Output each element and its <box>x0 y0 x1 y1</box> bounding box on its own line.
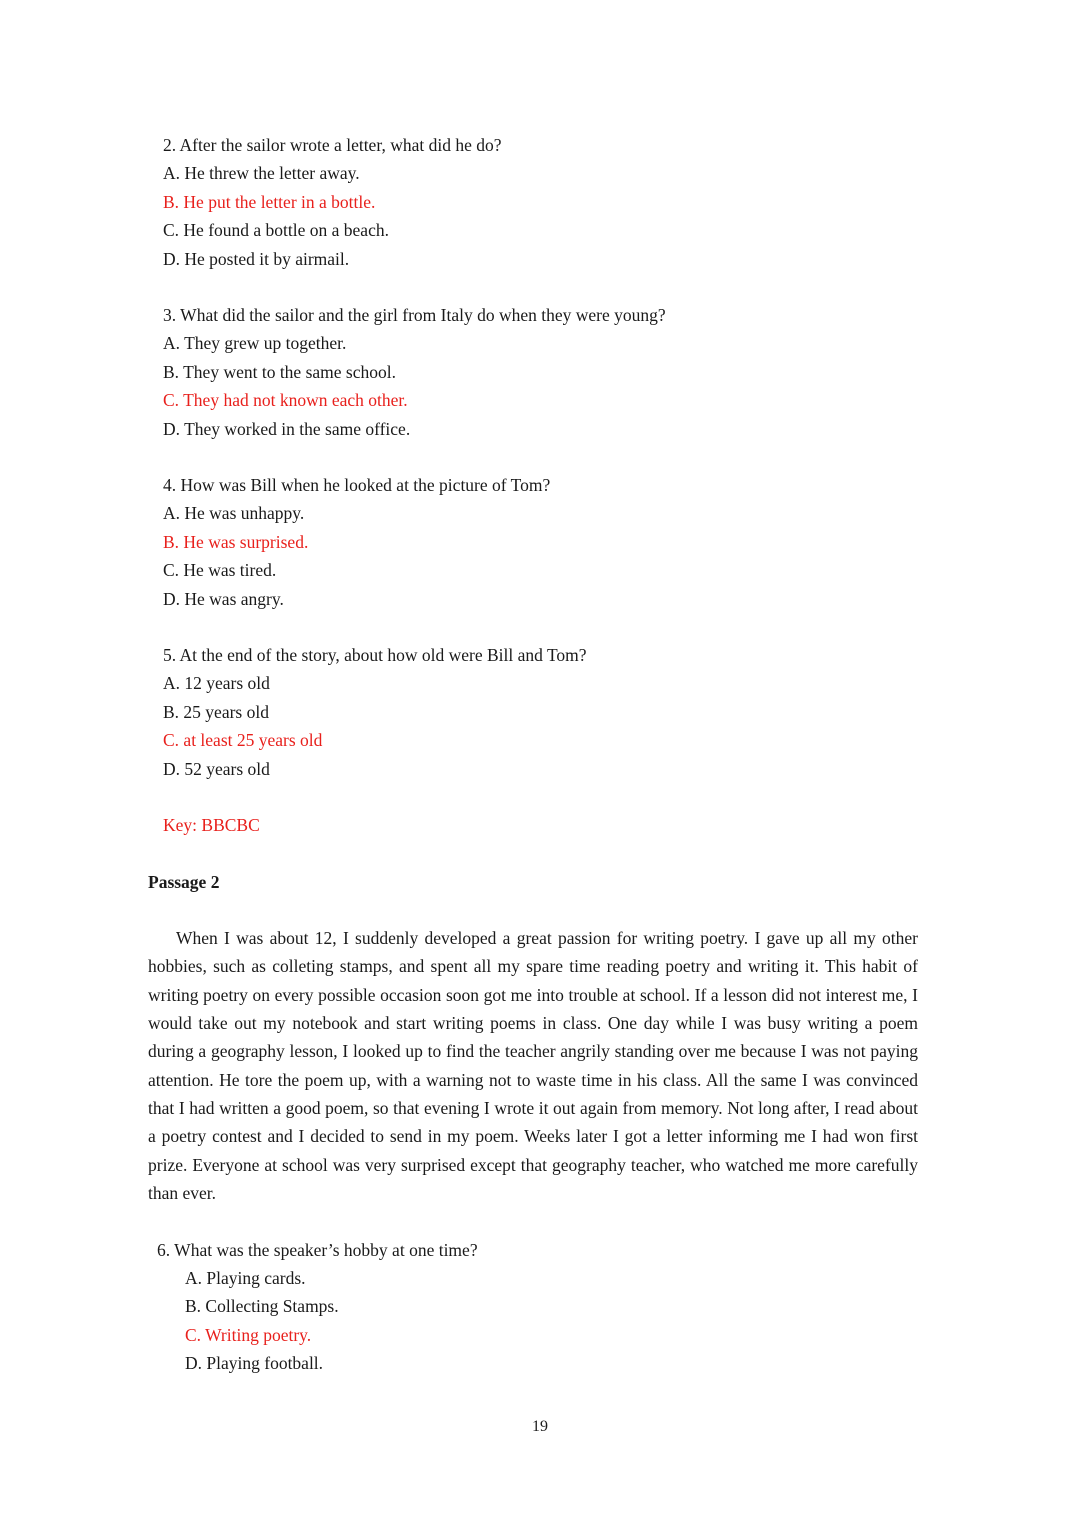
answer-option: A. He was unhappy. <box>163 503 305 524</box>
answer-option: B. Collecting Stamps. <box>185 1296 339 1317</box>
answer-option: C. He found a bottle on a beach. <box>163 220 389 241</box>
answer-option: D. 52 years old <box>163 758 270 779</box>
answer-option: C. He was tired. <box>163 560 277 581</box>
question-3 <box>163 301 923 443</box>
answer-option-correct: B. He was surprised. <box>163 531 309 552</box>
answer-option-correct: C. at least 25 years old <box>163 730 323 751</box>
question-stem: 2. After the sailor wrote a letter, what did he do? <box>163 135 502 155</box>
answer-option: A. Playing cards. <box>185 1268 306 1288</box>
answer-option: A. He threw the letter away. <box>163 163 360 184</box>
question-stem: 4. How was Bill when he looked at the picture of Tom? <box>163 475 551 495</box>
question-6-stem: 6. What was the speaker’s hobby at one time? <box>157 1240 478 1260</box>
passage-title: Passage 2 <box>148 872 220 892</box>
question-6-options <box>185 1264 339 1378</box>
answer-option: B. They went to the same school. <box>163 361 396 382</box>
answer-option: D. He posted it by airmail. <box>163 248 350 269</box>
answer-option: A. 12 years old <box>163 673 270 694</box>
answer-option: B. 25 years old <box>163 701 269 722</box>
answer-option: A. They grew up together. <box>163 333 347 354</box>
answer-option: D. He was angry. <box>163 588 284 609</box>
answer-option: D. Playing football. <box>185 1353 324 1374</box>
question-stem: 3. What did the sailor and the girl from Italy do when they were young? <box>163 305 666 325</box>
page-number: 19 <box>532 1418 548 1435</box>
answer-option-correct: B. He put the letter in a bottle. <box>163 191 376 212</box>
passage-text: When I was about 12, I suddenly developed a great passion for writing poetry. I gave up all my other hobbies, such as colleting stamps, and spent all my spare time reading poetry and writing it. This habit of writing poetry on every possible occasion soon got me into trouble at school. If a lesson did not interest me, I would take out my notebook and start writing poems in class. One day while I was busy writing a poem during a geography lesson, I looked up to find the teacher angrily standing over me because I was not paying attention. He tore the poem up, with a warning not to waste time in his class. All the same I was convinced that I had written a good poem, so that evening I wrote it out again from memory. Not long after, I read about a poetry contest and I decided to send in my poem. Weeks later I got a letter informing me I had won first prize. Everyone at school was very surprised except that geography teacher, who watched me more carefully than ever. <box>148 928 918 1204</box>
answer-option-correct: C. They had not known each other. <box>163 390 408 411</box>
answer-option: D. They worked in the same office. <box>163 418 411 439</box>
question-2 <box>163 131 923 273</box>
question-4 <box>163 471 923 613</box>
answer-key: Key: BBCBC <box>163 815 260 835</box>
answer-option-correct: C. Writing poetry. <box>185 1324 312 1345</box>
question-stem: 5. At the end of the story, about how old were Bill and Tom? <box>163 645 587 665</box>
question-5 <box>163 641 923 783</box>
